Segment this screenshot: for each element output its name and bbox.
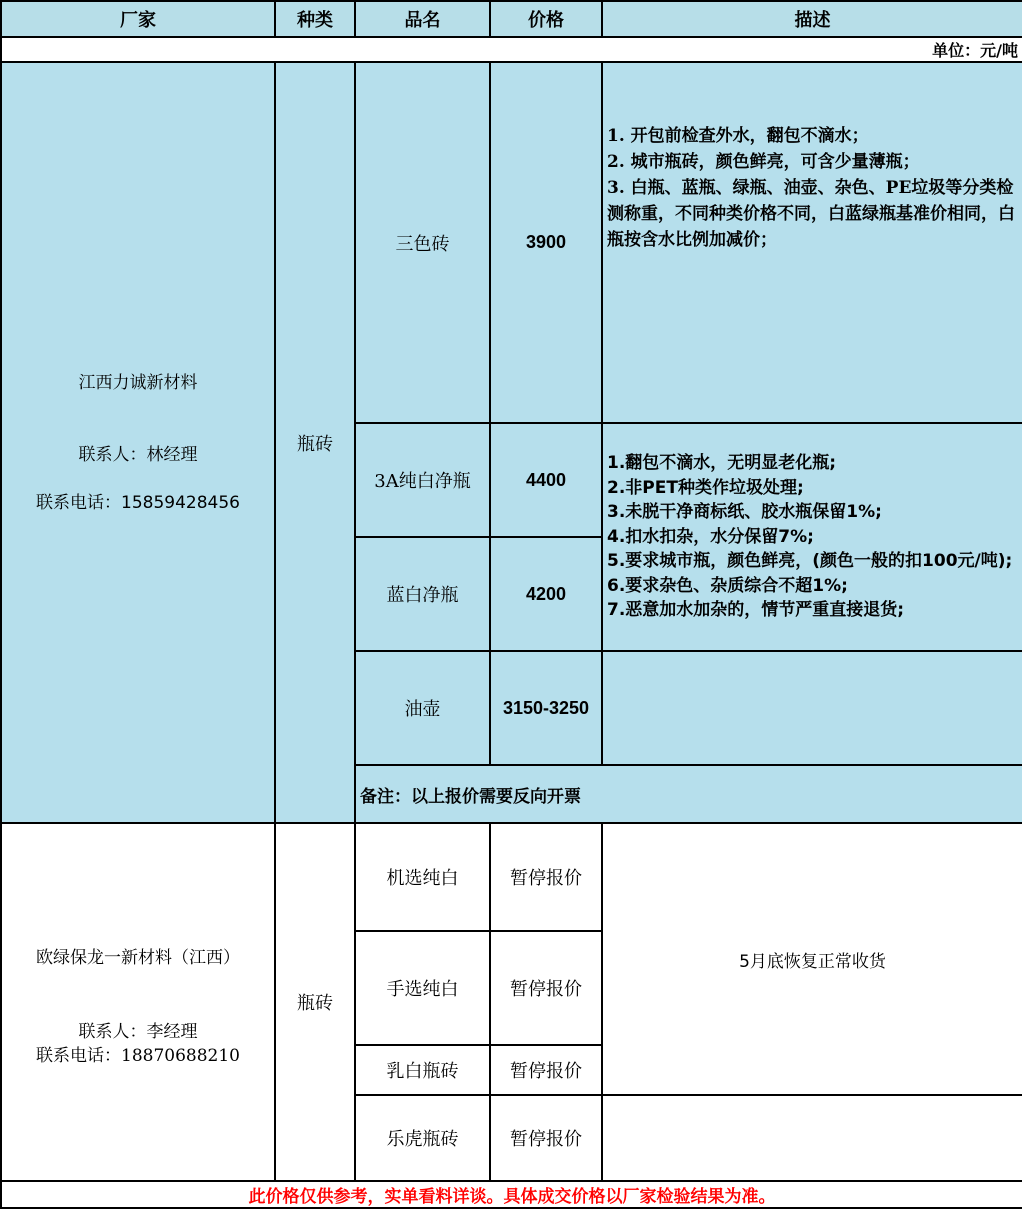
vendor1-remark: 备注：以上报价需要反向开票 xyxy=(355,765,1022,823)
vendor1-desc-2-line-0: 1.翻包不滴水，无明显老化瓶; xyxy=(607,453,837,474)
vendor1-phone: 联系电话：15859428456 xyxy=(36,492,240,513)
vendor2-row-1 xyxy=(1,823,1022,931)
vendor2-description: 5月底恢复正常收货 xyxy=(602,823,1022,1095)
header-product: 品名 xyxy=(355,1,490,37)
vendor1-item-2-price: 4200 xyxy=(490,537,602,651)
vendor1-row-1 xyxy=(1,62,1022,423)
vendor2-name: 欧绿保龙一新材料（江西） xyxy=(36,948,240,968)
vendor1-item-1-price: 4400 xyxy=(490,423,602,537)
vendor2-item-1-price: 暂停报价 xyxy=(490,931,602,1045)
vendor1-desc-empty xyxy=(602,651,1022,765)
vendor1-desc-2-line-5: 6.要求杂色、杂质综合不超1%; xyxy=(607,575,848,596)
vendor2-item-0-name: 机选纯白 xyxy=(355,823,490,931)
header-vendor: 厂家 xyxy=(1,1,275,37)
header-row xyxy=(1,1,1022,37)
footer-disclaimer: 此价格仅供参考，实单看料详谈。具体成交价格以厂家检验结果为准。 xyxy=(1,1181,1022,1208)
vendor2-contact: 联系人：李经理 xyxy=(78,1022,198,1042)
vendor1-contact: 联系人：林经理 xyxy=(78,444,198,465)
unit-row xyxy=(1,37,1022,62)
vendor1-desc-2-line-4: 5.要求城市瓶，颜色鲜亮，(颜色一般的扣100元/吨); xyxy=(607,551,1013,572)
vendor1-item-3-price: 3150-3250 xyxy=(490,651,602,765)
vendor1-item-2-name: 蓝白净瓶 xyxy=(355,537,490,651)
vendor2-item-2-name: 乳白瓶砖 xyxy=(355,1045,490,1095)
vendor1-desc-1-line-0: 1. 开包前检查外水，翻包不滴水； xyxy=(607,125,869,146)
vendor2-item-1-name: 手选纯白 xyxy=(355,931,490,1045)
header-price: 价格 xyxy=(490,1,602,37)
vendor1-desc-2-line-6: 7.恶意加水加杂的，情节严重直接退货; xyxy=(607,600,905,621)
vendor1-desc-1 xyxy=(602,62,1022,423)
vendor1-desc-1-line-1: 2. 城市瓶砖，颜色鲜亮，可含少量薄瓶； xyxy=(607,151,920,172)
vendor1-desc-2-line-1: 2.非PET种类作垃圾处理; xyxy=(607,477,804,498)
vendor1-item-1-name: 3A纯白净瓶 xyxy=(355,423,490,537)
header-description: 描述 xyxy=(602,1,1022,37)
header-category: 种类 xyxy=(275,1,355,37)
unit-label: 单位：元/吨 xyxy=(1,37,1022,62)
vendor1-category: 瓶砖 xyxy=(275,62,355,823)
vendor1-desc-2 xyxy=(602,423,1022,651)
vendor1-item-3-name: 油壶 xyxy=(355,651,490,765)
vendor1-item-0-price: 3900 xyxy=(490,62,602,423)
footer-row xyxy=(1,1181,1022,1208)
vendor2-item-2-price: 暂停报价 xyxy=(490,1045,602,1095)
vendor1-name: 江西力诚新材料 xyxy=(78,372,198,393)
vendor1-desc-1-line-2: 3. 白瓶、蓝瓶、绿瓶、油壶、杂色、PE垃圾等分类检测称重，不同种类价格不同，白蓝绿瓶基准价相同，白瓶按含水比例加减价； xyxy=(607,177,1015,250)
vendor1-desc-2-line-2: 3.未脱干净商标纸、胶水瓶保留1%; xyxy=(607,502,882,523)
vendor1-desc-2-line-3: 4.扣水扣杂，水分保留7%; xyxy=(607,526,814,547)
vendor2-info xyxy=(1,823,275,1181)
vendor2-desc-empty xyxy=(602,1095,1022,1181)
vendor2-item-3-name: 乐虎瓶砖 xyxy=(355,1095,490,1181)
vendor2-item-3-price: 暂停报价 xyxy=(490,1095,602,1181)
vendor2-item-0-price: 暂停报价 xyxy=(490,823,602,931)
vendor2-phone: 联系电话：18870688210 xyxy=(36,1046,240,1066)
vendor1-info xyxy=(1,62,275,823)
vendor1-item-0-name: 三色砖 xyxy=(355,62,490,423)
vendor2-category: 瓶砖 xyxy=(275,823,355,1181)
